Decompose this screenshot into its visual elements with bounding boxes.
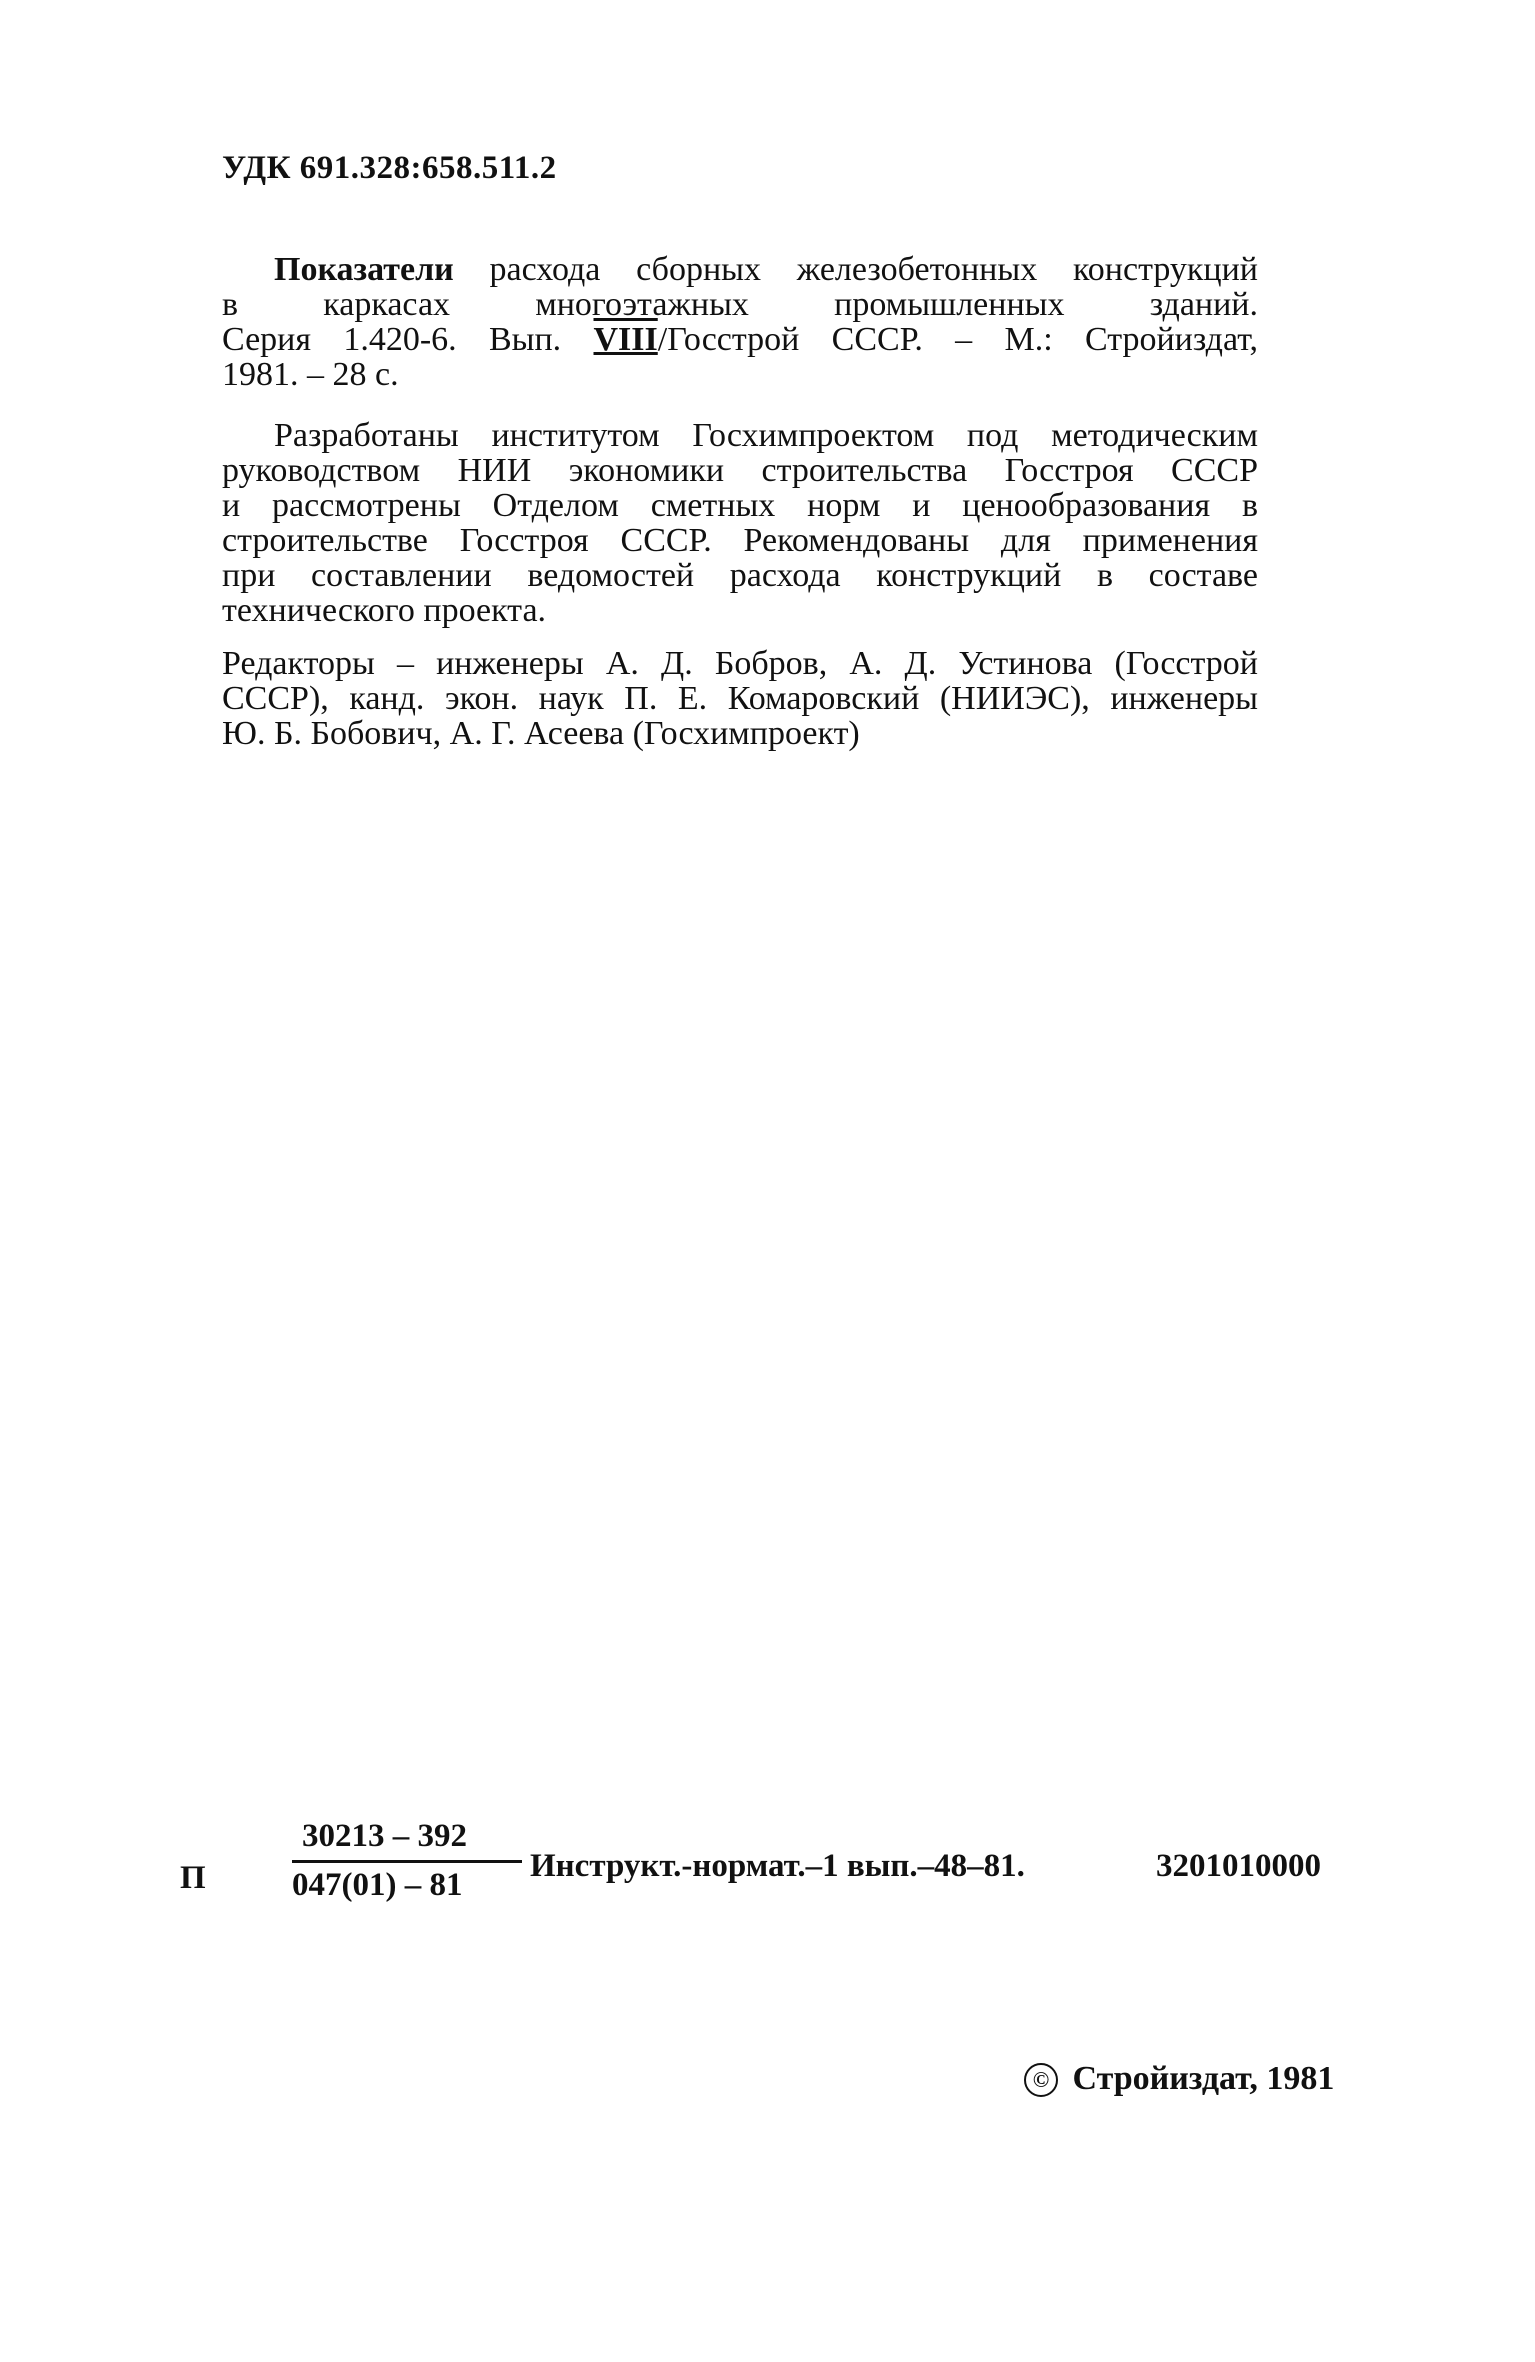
bib-issue-number: VIII (593, 321, 658, 358)
copyright-line (1024, 2060, 1334, 2098)
imprint-block (180, 1812, 1340, 1922)
imprint-instruction: Инструкт.-нормат.–1 вып.–48–81. (530, 1848, 1025, 1884)
imprint-numerator: 30213 – 392 (302, 1818, 467, 1854)
bib-series: Серия 1.420-6. Вып. (222, 321, 562, 358)
bib-title-bold: Показатели (274, 251, 454, 288)
bib-line-4: 1981. – 28 с. (222, 356, 399, 393)
dev-line: Разработаны институтом Госхимпроектом под методическим (274, 417, 1258, 454)
bib-line-2: в каркасах многоэтажных промышленных зданий. (222, 286, 1258, 323)
dev-line: строительстве Госстроя СССР. Рекомендованы для применения (222, 522, 1258, 559)
developed-by-paragraph (222, 418, 1258, 628)
imprint-letter: П (180, 1860, 206, 1896)
editors-last-line: Ю. Б. Бобович, А. Г. Асеева (Госхимпроект) (222, 715, 860, 752)
bibliographic-record (222, 252, 1258, 392)
dev-line: и рассмотрены Отделом сметных норм и ценообразования в (222, 487, 1258, 524)
editors-line: СССР), канд. экон. наук П. Е. Комаровский (НИИЭС), инженеры (222, 680, 1258, 717)
bib-line-1-rest: расхода сборных железобетонных конструкций (489, 251, 1259, 288)
copyright-text: Стройиздат, 1981 (1072, 2060, 1335, 2097)
udk-code: УДК 691.328:658.511.2 (222, 150, 557, 186)
bib-line-1 (222, 252, 1258, 287)
bib-publisher: /Госстрой СССР. – М.: Стройиздат, (657, 321, 1258, 358)
copyright-icon: © (1024, 2063, 1058, 2097)
dev-last-line: технического проекта. (222, 592, 547, 629)
imprint-denominator: 047(01) – 81 (292, 1867, 463, 1903)
dev-line: при составлении ведомостей расхода конструкций в составе (222, 557, 1258, 594)
imprint-code: 3201010000 (1156, 1848, 1321, 1884)
bib-line-3 (222, 322, 1258, 357)
editors-line: Редакторы – инженеры А. Д. Бобров, А. Д. Устинова (Госстрой (222, 645, 1258, 682)
editors-paragraph (222, 646, 1258, 751)
dev-line: руководством НИИ экономики строительства Госстроя СССР (222, 452, 1258, 489)
